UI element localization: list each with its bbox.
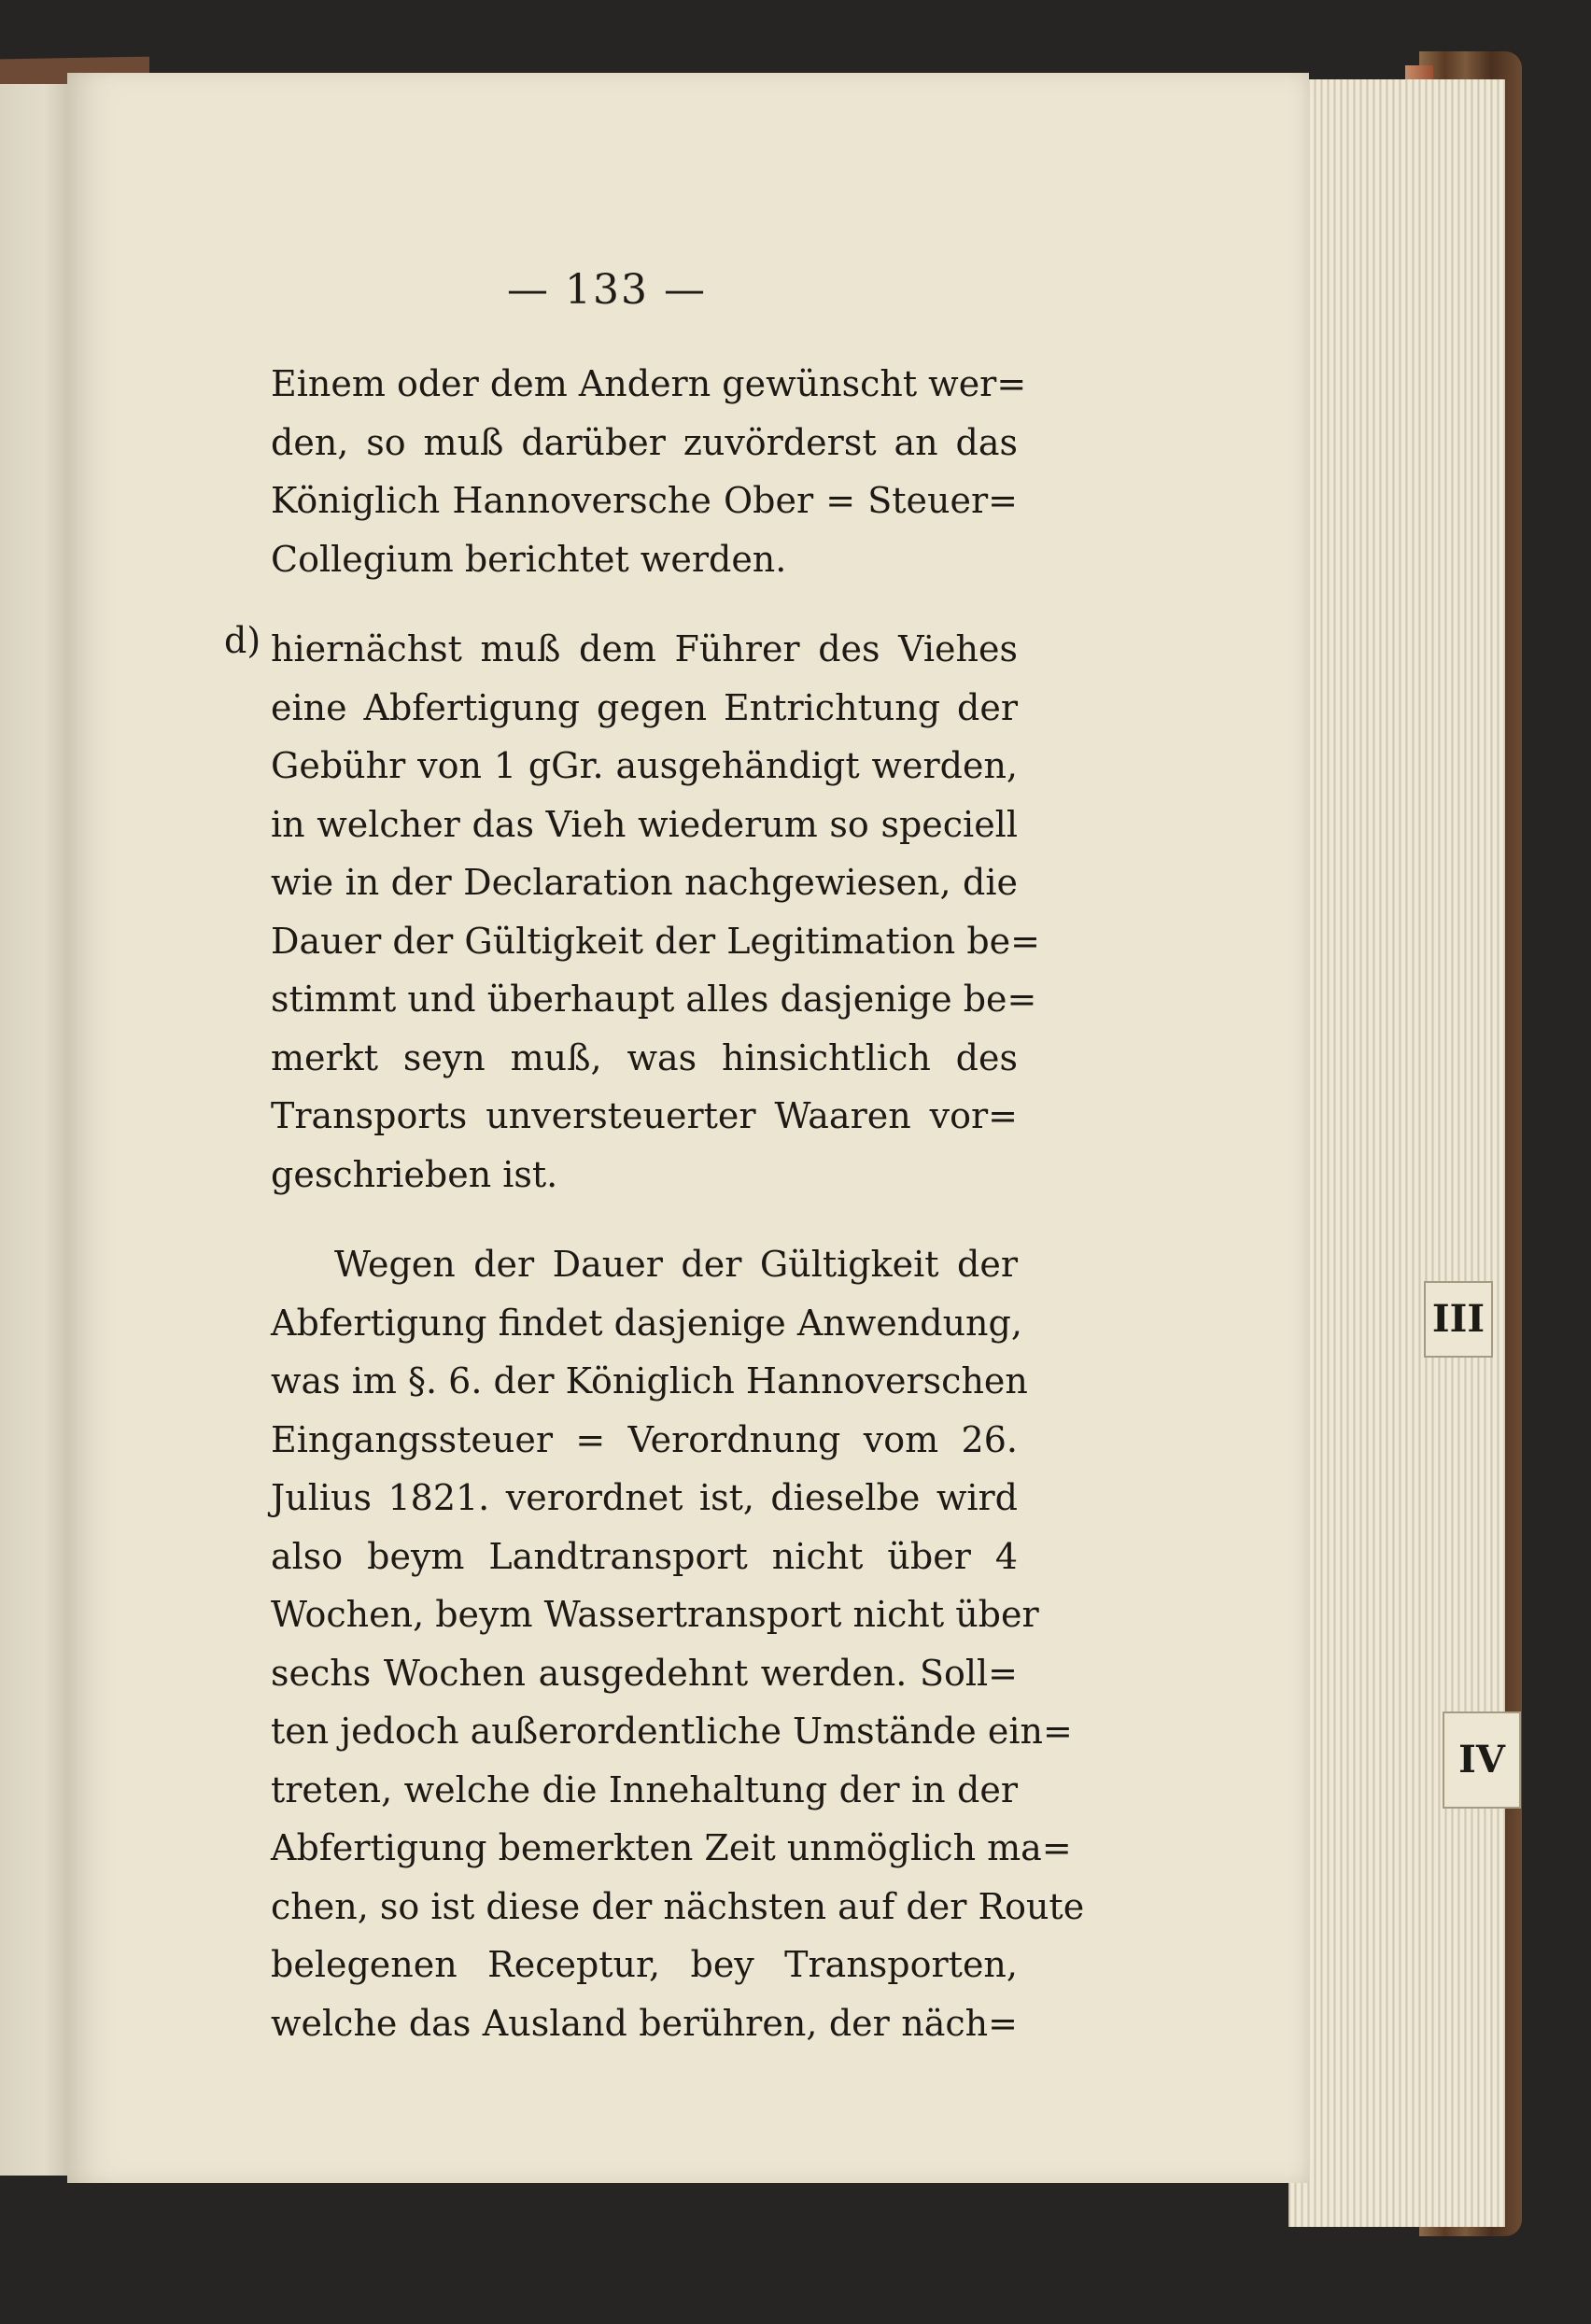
text-line: hiernächst muß dem Führer des Viehes	[271, 628, 1018, 669]
text-line: Königlich Hannoversche Ober = Steuer=	[271, 480, 1018, 521]
text-line: Julius 1821. verordnet ist, dieselbe wird	[271, 1477, 1018, 1518]
text-line: geschrieben ist.	[271, 1153, 558, 1195]
text-line: den, so muß darüber zuvörderst an das	[271, 421, 1018, 463]
text-line: Wegen der Dauer der Gültigkeit der	[334, 1244, 1018, 1285]
text-line: eine Abfertigung gegen Entrichtung der	[271, 686, 1018, 728]
text-line: stimmt und überhaupt alles dasjenige be=	[271, 979, 1037, 1020]
text-line: Abfertigung bemerkten Zeit unmöglich ma=	[271, 1827, 1072, 1868]
text-line: ten jedoch außerordentliche Umstände ein=	[271, 1711, 1073, 1752]
page-stack-edges	[1288, 79, 1505, 2227]
text-line: Wochen, beym Wassertransport nicht über	[271, 1594, 1039, 1635]
page-number-header: — 133 —	[507, 266, 707, 314]
text-line: Transports unversteuerter Waaren vor=	[271, 1095, 1018, 1136]
text-line: Eingangssteuer = Verordnung vom 26.	[271, 1418, 1018, 1460]
text-line: Dauer der Gültigkeit der Legitimation be=	[271, 920, 1041, 962]
index-tab-iv[interactable]: IV	[1443, 1711, 1521, 1809]
text-line: treten, welche die Innehaltung der in der	[271, 1768, 1018, 1810]
text-line: wie in der Declaration nachgewiesen, die	[271, 862, 1018, 903]
text-line: in welcher das Vieh wiederum so speciell	[271, 803, 1018, 845]
text-line: welche das Ausland berühren, der näch=	[271, 2002, 1018, 2044]
text-line: was im §. 6. der Königlich Hannoverschen	[271, 1360, 1028, 1401]
text-line: also beym Landtransport nicht über 4	[271, 1535, 1018, 1577]
text-line: chen, so ist diese der nächsten auf der Route	[271, 1885, 1085, 1927]
text-line: belegenen Receptur, bey Transporten,	[271, 1944, 1018, 1985]
text-line: sechs Wochen ausgedehnt werden. Soll=	[271, 1652, 1018, 1694]
page-body-text	[271, 355, 1085, 2052]
text-line: merkt seyn muß, was hinsichtlich des	[271, 1036, 1018, 1078]
index-tab-iii[interactable]: III	[1424, 1281, 1493, 1358]
text-line: Gebühr von 1 gGr. ausgehändigt werden,	[271, 745, 1018, 786]
text-line: Collegium berichtet werden.	[271, 538, 787, 580]
text-line: Abfertigung findet dasjenige Anwendung,	[271, 1302, 1022, 1344]
list-label-d: d)	[224, 620, 261, 661]
left-page-edge	[0, 84, 75, 2176]
text-line: Einem oder dem Andern gewünscht wer=	[271, 363, 1027, 404]
